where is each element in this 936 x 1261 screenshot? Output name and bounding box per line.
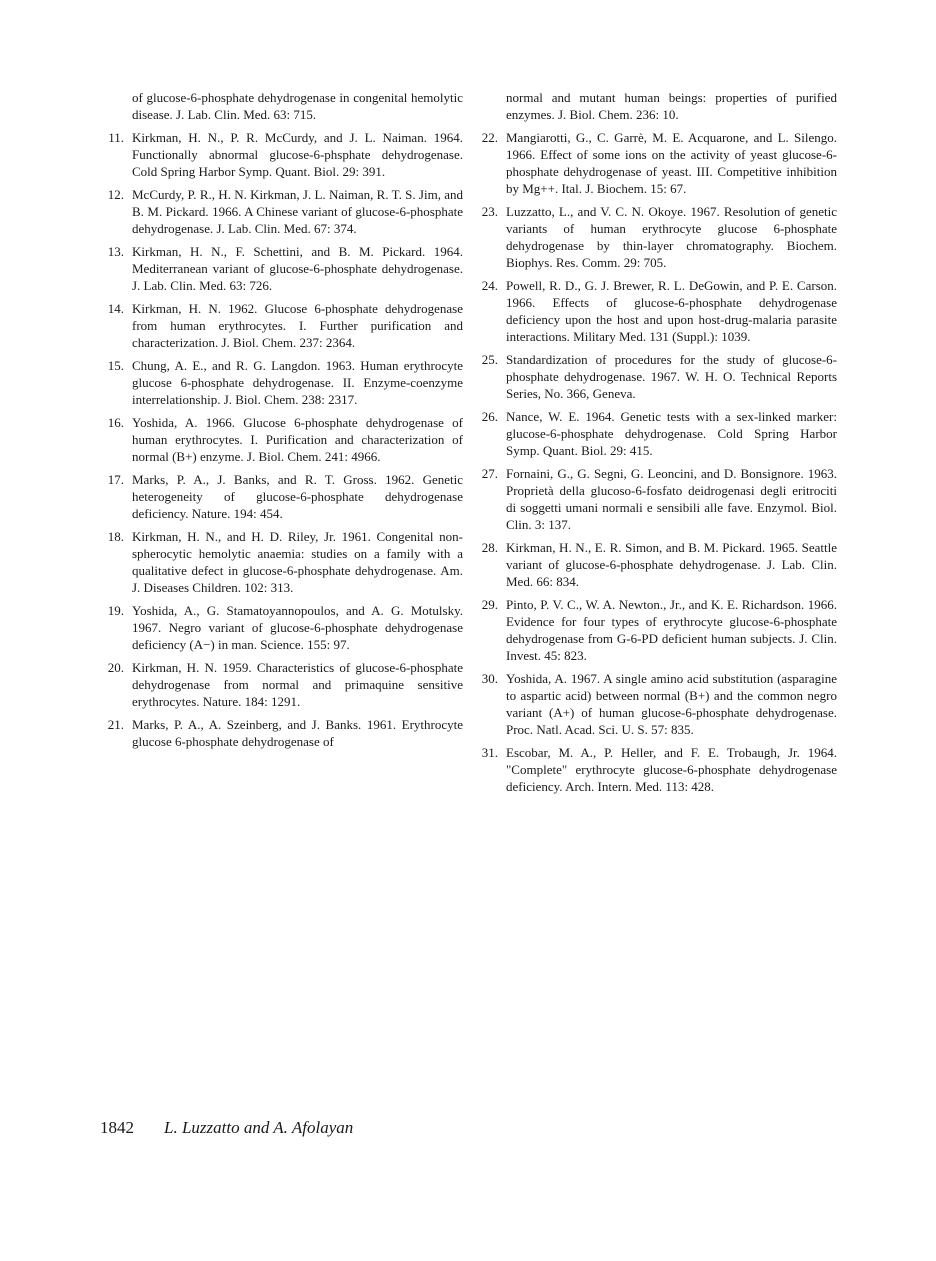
- reference-text: Fornaini, G., G. Segni, G. Leoncini, and D. Bonsignore. 1963. Proprietà della glucoso-6-fosfato deidrogenasi degli eritrociti di soggetti umani normali e sensibili alle fave. Enzymol. Biol. Clin. 3: 137.: [506, 466, 837, 532]
- reference-entry: [474, 539, 837, 590]
- reference-number: 22.: [481, 130, 498, 145]
- reference-entry: [474, 596, 837, 664]
- reference-entry: [474, 203, 837, 271]
- reference-entry: [100, 300, 463, 351]
- reference-text: Luzzatto, L., and V. C. N. Okoye. 1967. Resolution of genetic variants of human erythrocyte glucose 6-phosphate dehydrogenase by thin-layer chromatography. Biochem. Biophys. Res. Comm. 29: 705.: [506, 204, 837, 270]
- reference-number: 31.: [481, 745, 498, 760]
- reference-number: 24.: [481, 278, 498, 293]
- reference-number: 18.: [107, 529, 124, 544]
- page-footer: [100, 1118, 353, 1138]
- reference-entry: [100, 243, 463, 294]
- reference-text: Kirkman, H. N., F. Schettini, and B. M. Pickard. 1964. Mediterranean variant of glucose-6-phosphate dehydrogenase. J. Lab. Clin. Med. 63: 726.: [132, 244, 463, 293]
- reference-number: 11.: [108, 130, 124, 145]
- reference-text: Kirkman, H. N., and H. D. Riley, Jr. 1961. Congenital non-spherocytic hemolytic anaemia: studies on a family with a qualitative defect in glucose-6-phosphate dehydrogenase. Am. J. Diseases Children. 102: 313.: [132, 529, 463, 595]
- reference-entry: [100, 602, 463, 653]
- reference-text: Yoshida, A. 1966. Glucose 6-phosphate dehydrogenase of human erythrocytes. I. Purification and characterization of normal (B+) enzyme. J. Biol. Chem. 241: 4966.: [132, 415, 463, 464]
- reference-text: Yoshida, A., G. Stamatoyannopoulos, and A. G. Motulsky. 1967. Negro variant of glucose-6-phosphate dehydrogenase deficiency (A−) in man. Science. 155: 97.: [132, 603, 463, 652]
- reference-text: Kirkman, H. N. 1962. Glucose 6-phosphate dehydrogenase from human erythrocytes. I. Further purification and characterization. J. Biol. Chem. 237: 2364.: [132, 301, 463, 350]
- reference-text: McCurdy, P. R., H. N. Kirkman, J. L. Naiman, R. T. S. Jim, and B. M. Pickard. 1966. A Chinese variant of glucose-6-phosphate dehydrogenase. J. Lab. Clin. Med. 67: 374.: [132, 187, 463, 236]
- reference-text: Escobar, M. A., P. Heller, and F. E. Trobaugh, Jr. 1964. "Complete" erythrocyte glucose-6-phosphate dehydrogenase deficiency. Arch. Intern. Med. 113: 428.: [506, 745, 837, 794]
- reference-text: Nance, W. E. 1964. Genetic tests with a sex-linked marker: glucose-6-phosphate dehydrogenase. Cold Spring Harbor Symp. Quant. Biol. 29: 415.: [506, 409, 837, 458]
- reference-entry: [474, 129, 837, 197]
- reference-text: Marks, P. A., J. Banks, and R. T. Gross. 1962. Genetic heterogeneity of glucose-6-phosphate dehydrogenase deficiency. Nature. 194: 454.: [132, 472, 463, 521]
- reference-number: 28.: [481, 540, 498, 555]
- reference-entry: [100, 357, 463, 408]
- reference-text: Marks, P. A., A. Szeinberg, and J. Banks. 1961. Erythrocyte glucose 6-phosphate dehydrogenase of: [132, 717, 463, 749]
- reference-entry: [100, 89, 463, 123]
- reference-number: 30.: [481, 671, 498, 686]
- reference-text: of glucose-6-phosphate dehydrogenase in congenital hemolytic disease. J. Lab. Clin. Med. 63: 715.: [132, 90, 463, 122]
- reference-text: Powell, R. D., G. J. Brewer, R. L. DeGowin, and P. E. Carson. 1966. Effects of glucose-6-phosphate dehydrogenase deficiency upon the host and upon host-drug-malaria parasite interactions. Military Med. 131 (Suppl.): 1039.: [506, 278, 837, 344]
- reference-entry: [474, 408, 837, 459]
- reference-text: Kirkman, H. N. 1959. Characteristics of glucose-6-phosphate dehydrogenase from normal and primaquine sensitive erythrocytes. Nature. 184: 1291.: [132, 660, 463, 709]
- reference-number: 23.: [481, 204, 498, 219]
- reference-entry: [100, 471, 463, 522]
- reference-entry: [100, 659, 463, 710]
- reference-text: Pinto, P. V. C., W. A. Newton., Jr., and K. E. Richardson. 1966. Evidence for four types of erythrocyte glucose-6-phosphate dehydrogenase from G-6-PD deficient human subjects. J. Clin. Invest. 45: 823.: [506, 597, 837, 663]
- reference-text: Standardization of procedures for the study of glucose-6-phosphate dehydrogenase. 1967. W. H. O. Technical Reports Series, No. 366, Geneva.: [506, 352, 837, 401]
- running-authors: L. Luzzatto and A. Afolayan: [164, 1118, 354, 1137]
- reference-text: normal and mutant human beings: properties of purified enzymes. J. Biol. Chem. 236: 10.: [506, 90, 837, 122]
- reference-number: 19.: [107, 603, 124, 618]
- reference-number: 16.: [107, 415, 124, 430]
- reference-entry: [100, 414, 463, 465]
- reference-number: 15.: [107, 358, 124, 373]
- reference-number: 17.: [107, 472, 124, 487]
- reference-number: 12.: [107, 187, 124, 202]
- reference-number: 29.: [481, 597, 498, 612]
- reference-number: 20.: [107, 660, 124, 675]
- reference-text: Chung, A. E., and R. G. Langdon. 1963. Human erythrocyte glucose 6-phosphate dehydrogenase. II. Enzyme-coenzyme interrelationship. J. Biol. Chem. 238: 2317.: [132, 358, 463, 407]
- reference-entry: [474, 670, 837, 738]
- reference-text: Kirkman, H. N., E. R. Simon, and B. M. Pickard. 1965. Seattle variant of glucose-6-phosphate dehydrogenase. J. Lab. Clin. Med. 66: 834.: [506, 540, 837, 589]
- reference-entry: [100, 186, 463, 237]
- reference-entry: [100, 716, 463, 750]
- reference-entry: [474, 277, 837, 345]
- reference-text: Mangiarotti, G., C. Garrè, M. E. Acquarone, and L. Silengo. 1966. Effect of some ions on the activity of yeast glucose-6-phosphate dehydrogenase of yeast. III. Competitive inhibition by Mg++. Ital. J. Biochem. 15: 67.: [506, 130, 837, 196]
- reference-entry: [474, 744, 837, 795]
- reference-text: Kirkman, H. N., P. R. McCurdy, and J. L. Naiman. 1964. Functionally abnormal glucose-6-phsphate dehydrogenase. Cold Spring Harbor Symp. Quant. Biol. 29: 391.: [132, 130, 463, 179]
- reference-entry: [474, 465, 837, 533]
- reference-number: 25.: [481, 352, 498, 367]
- reference-number: 27.: [481, 466, 498, 481]
- reference-entry: [474, 89, 837, 123]
- reference-number: 21.: [107, 717, 124, 732]
- reference-entry: [100, 528, 463, 596]
- reference-entry: [474, 351, 837, 402]
- reference-entry: [100, 129, 463, 180]
- page-number: 1842: [100, 1118, 134, 1137]
- reference-column-right: [474, 89, 837, 801]
- reference-number: 14.: [107, 301, 124, 316]
- reference-number: 13.: [107, 244, 124, 259]
- reference-text: Yoshida, A. 1967. A single amino acid substitution (asparagine to aspartic acid) between normal (B+) and the common negro variant (A+) of human glucose-6-phosphate dehydrogenase. Proc. Natl. Acad. Sci. U. S. 57: 835.: [506, 671, 837, 737]
- reference-number: 26.: [481, 409, 498, 424]
- reference-column-left: [100, 89, 463, 756]
